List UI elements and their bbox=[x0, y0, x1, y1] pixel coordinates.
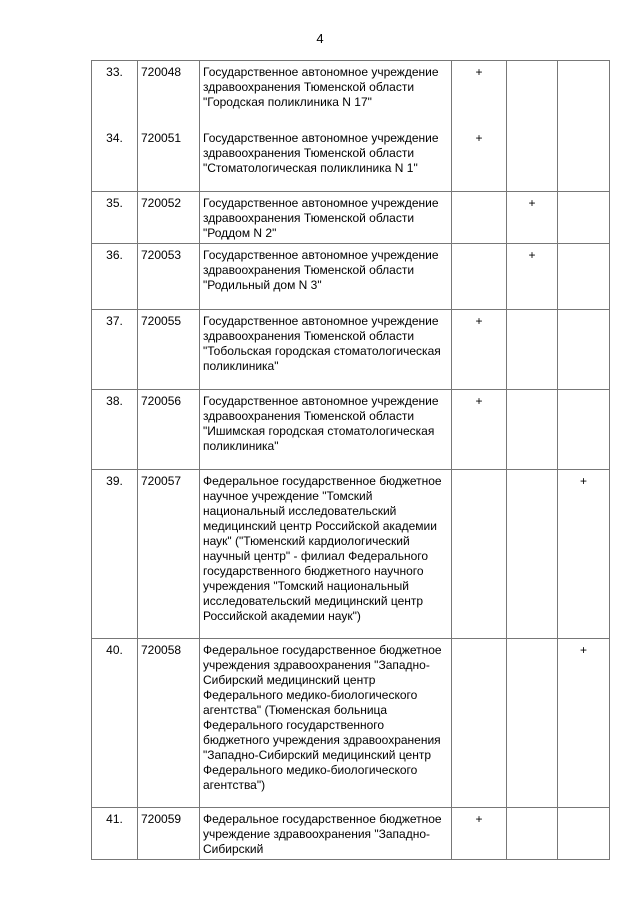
mark-column-1: + bbox=[452, 808, 507, 860]
row-number: 37. bbox=[92, 310, 138, 390]
mark-column-1: + bbox=[452, 390, 507, 470]
mark-column-1 bbox=[452, 639, 507, 808]
mark-column-2 bbox=[507, 310, 558, 390]
institution-name: Государственное автономное учреждение здравоохранения Тюменской области "Родильный дом N 3" bbox=[200, 244, 452, 310]
mark-column-3 bbox=[558, 127, 610, 192]
registry-code: 720053 bbox=[138, 244, 200, 310]
mark-column-3: + bbox=[558, 639, 610, 808]
institutions-table bbox=[91, 60, 610, 860]
mark-column-1: + bbox=[452, 61, 507, 127]
registry-code: 720059 bbox=[138, 808, 200, 860]
mark-column-2 bbox=[507, 390, 558, 470]
mark-column-2 bbox=[507, 61, 558, 127]
registry-code: 720057 bbox=[138, 470, 200, 639]
mark-column-3 bbox=[558, 390, 610, 470]
mark-column-2: + bbox=[507, 192, 558, 244]
mark-column-2 bbox=[507, 808, 558, 860]
row-number: 41. bbox=[92, 808, 138, 860]
mark-column-3 bbox=[558, 310, 610, 390]
mark-column-1 bbox=[452, 470, 507, 639]
institution-name: Государственное автономное учреждение здравоохранения Тюменской области "Роддом N 2" bbox=[200, 192, 452, 244]
row-number: 38. bbox=[92, 390, 138, 470]
table-row bbox=[92, 244, 610, 310]
row-number: 39. bbox=[92, 470, 138, 639]
row-number: 40. bbox=[92, 639, 138, 808]
mark-column-3 bbox=[558, 192, 610, 244]
row-number: 35. bbox=[92, 192, 138, 244]
institution-name: Государственное автономное учреждение здравоохранения Тюменской области "Ишимская городская стоматологическая поликлиника" bbox=[200, 390, 452, 470]
registry-code: 720048 bbox=[138, 61, 200, 127]
mark-column-1: + bbox=[452, 310, 507, 390]
mark-column-3: + bbox=[558, 470, 610, 639]
registry-code: 720055 bbox=[138, 310, 200, 390]
table-row bbox=[92, 808, 610, 860]
row-number: 34. bbox=[92, 127, 138, 192]
mark-column-3 bbox=[558, 808, 610, 860]
mark-column-1 bbox=[452, 192, 507, 244]
institution-name: Федеральное государственное бюджетное учреждение здравоохранения "Западно-Сибирский bbox=[200, 808, 452, 860]
mark-column-3 bbox=[558, 244, 610, 310]
registry-code: 720052 bbox=[138, 192, 200, 244]
registry-code: 720056 bbox=[138, 390, 200, 470]
table-row bbox=[92, 310, 610, 390]
institution-name: Федеральное государственное бюджетное учреждения здравоохранения "Западно-Сибирский медицинский центр Федерального медико-биологического агентства" (Тюменская больница Федерального государственного бюджетного учреждения здравоохранения "Западно-Сибирский медицинский центр Федерального медико-биологического агентства") bbox=[200, 639, 452, 808]
institution-name: Государственное автономное учреждение здравоохранения Тюменской области "Стоматологическая поликлиника N 1" bbox=[200, 127, 452, 192]
row-number: 36. bbox=[92, 244, 138, 310]
table-row bbox=[92, 127, 610, 192]
table-row bbox=[92, 61, 610, 127]
mark-column-2: + bbox=[507, 244, 558, 310]
mark-column-2 bbox=[507, 639, 558, 808]
mark-column-1 bbox=[452, 244, 507, 310]
institution-name: Государственное автономное учреждение здравоохранения Тюменской области "Городская поликлиника N 17" bbox=[200, 61, 452, 127]
institution-name: Федеральное государственное бюджетное научное учреждение "Томский национальный исследовательский медицинский центр Российской академии наук" ("Тюменский кардиологический научный центр" - филиал Федерального государственного бюджетного научного учреждения "Томский национальный исследовательский медицинский центр Российской академии наук") bbox=[200, 470, 452, 639]
row-number: 33. bbox=[92, 61, 138, 127]
registry-code: 720051 bbox=[138, 127, 200, 192]
page-number: 4 bbox=[316, 31, 324, 46]
mark-column-1: + bbox=[452, 127, 507, 192]
mark-column-3 bbox=[558, 61, 610, 127]
table-row bbox=[92, 390, 610, 470]
table-row bbox=[92, 470, 610, 639]
registry-code: 720058 bbox=[138, 639, 200, 808]
institution-name: Государственное автономное учреждение здравоохранения Тюменской области "Тобольская городская стоматологическая поликлиника" bbox=[200, 310, 452, 390]
table-row bbox=[92, 639, 610, 808]
mark-column-2 bbox=[507, 470, 558, 639]
mark-column-2 bbox=[507, 127, 558, 192]
table-row bbox=[92, 192, 610, 244]
